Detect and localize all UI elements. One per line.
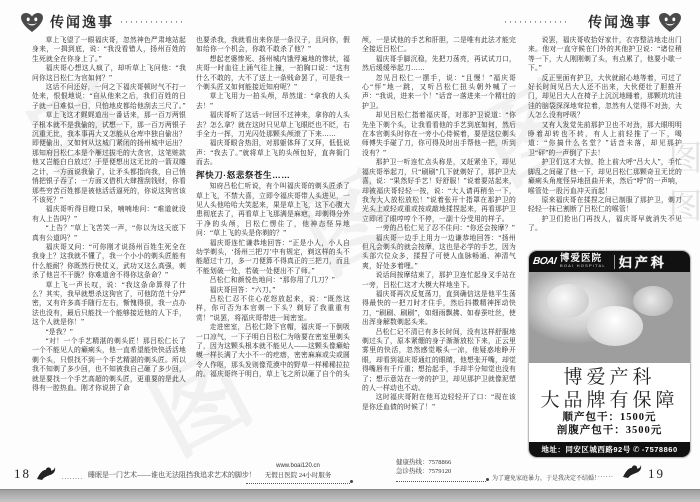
heart-smiley-icon bbox=[20, 12, 44, 33]
dotted-rule bbox=[396, 480, 486, 482]
ad-price-1: 顺产包干：1500元 bbox=[562, 412, 657, 423]
text-column-1 bbox=[32, 36, 186, 472]
footer-emergency-line: 急诊热线：7579120 bbox=[396, 468, 452, 475]
watermark-edge: 图图 bbox=[663, 140, 700, 236]
story-paragraph: 护卫们抢出门再找人，福庆哥早就消失不见了。 bbox=[528, 215, 682, 233]
section-heading: 挥快刀·怒悲祭苍生…… bbox=[196, 169, 291, 180]
ad-phone: -7578860 bbox=[641, 445, 678, 454]
story-paragraph: 草上飞一声长叹，说：“我这条命算得了什么？其实，我早就想杀这狗官了，可他防范十分严密，又有许多高手随行左右，惭愧得很，我一点办法也没有，最后只能找一个能够接近他的人下手，这个人就是你！” bbox=[32, 281, 186, 327]
ad-text-block bbox=[529, 363, 690, 437]
page-number-left: 18 bbox=[14, 466, 31, 481]
photo-figure bbox=[587, 306, 643, 346]
story-paragraph: 福庆哥听了这话一时回不过神来，拿你的人头去？怎么拿？就在这时只见草上飞眼眨也不眨，右手全力一挥，刀光闪处那颗头颅滚了下来…… bbox=[196, 112, 350, 139]
footer-mascot-icon bbox=[620, 462, 644, 480]
ad-address: 地址：同安区城西路92号 bbox=[541, 445, 631, 454]
story-paragraph: 福庆哥眼含热泪，对那躯体拜了又拜，低低说声：“我去了。”就将草上飞的头颅包好，直奔衙门而去。 bbox=[196, 140, 350, 167]
footer-website[interactable]: www.boai120.cn bbox=[276, 463, 320, 469]
header-dotted-leader: ············· bbox=[504, 17, 569, 27]
footer-joke-left: 睡眠是一门艺术——谁也无法阻挡我追求艺术的脚步！ bbox=[88, 471, 256, 479]
text-column-3 bbox=[362, 36, 516, 472]
story-paragraph: 这话不问还好，一问之下福庆哥顿时气不打一处来，恨恨地说：“自从他来之后，我们百姓的日子就一日难似一日，只怕地皮都给他刮去三尺了。” bbox=[32, 84, 186, 110]
story-paragraph: 说话间按摩结束了，那护卫连忙起身叉手站在一旁，吕松仁这才大模大样地坐下。 bbox=[362, 272, 516, 289]
story-paragraph: 走进密室，吕松仁除下官帽，福庆哥一下倒吸一口凉气，一下子明白吕松仁为啥要在密室里剃头了，因为这颗头根本就不能见人——这颗头像癞蛤蟆一样长满了大小不一的疙瘩，密密麻麻或尖或圆令人作呕，那头发则像荒漠中的野草一样稀稀拉拉的。福庆哥终于明白，草上飞之所以砸了自个的头 bbox=[196, 324, 350, 379]
story-paragraph: 草上飞这才娓娓道出一番话来，那一百万两银子根本就不是我偷的，试想一下，那一百万两银子沉重无比，我本事再大又怎能从仓库中独自偷出？即便偷出，又如何从这城门紧闭的扬州城中运出？那知府吕松仁本是个雁过拔毛的大贪官，这笔赃款他又岂能白白放过？于是便想出这无比的一箭双雕之计，一方面说我偷了，让矛头都指向我，自己悄悄把银子吞了；一方面又借机大肆搜刮钱财，你看那些穷苦百姓都是被他活活逼死的，你说这狗官该不该死？” bbox=[32, 112, 186, 204]
story-paragraph: “是我？” bbox=[45, 328, 74, 336]
hospital-ad[interactable] bbox=[528, 250, 691, 458]
story-paragraph: 那护卫一听连忙点头称是，又赶紧坐下，却见福庆哥举起刀，只“刷刷”几下就剃好了，那护卫大喜，说：“果然好手艺！好舒服！”说着要站起来，却被福庆哥轻轻一按，说：“大人请再稍坐一下，我为大人放松放松！”说着张开十指罩在那护卫的光头上或轻或重或按或敲地揉捏起来，再看那护卫立即闭了眼哼哼个不停，一副十分受用的样子。 bbox=[362, 159, 516, 223]
story-paragraph: 说罢，福庆哥收拾好家什，衣容整洁地走出门来。他对一直守候在门外的其他护卫说：“诸位稍等一下，大人刚刚剃了头，有点累了，他要小歇一下。” bbox=[528, 37, 682, 73]
text-column-4 bbox=[528, 36, 682, 248]
story-paragraph: 福庆哥一边手上用力一边谦恭地回答：“扬州但凡会剃头的就会按摩，这也是必学的手艺，因为头部穴位众多，揉捏了可使人血脉畅通、神清气爽，好处多着哩。” bbox=[362, 234, 516, 270]
hospital-name-en: BOAI HOSPITAL bbox=[560, 263, 606, 269]
phone-icon: ✆ bbox=[632, 445, 640, 454]
footer-dots: ........ bbox=[62, 474, 83, 481]
story-paragraph: 忽见吕松仁一摆手，说：“且慢！”福庆哥心“怦”地一跳，又听吕松仁扭头朝外喊了一声：“我说，进来一个！”话音一落进来一个精壮的护卫。 bbox=[362, 74, 516, 110]
story-paragraph: 吕松仁记不清已有多长时间，没有这样舒服地剃过头了，原本紧绷的身子渐渐放松下来，正云里雾里的快活，忽然感觉喉头一凉，他疑惑地睁开眼，却看到福庆哥通红的眼睛，他想张开嘴，却觉得嘴唇有千斤重；想抬起手，手却半分知觉也没有了；想示意站在一旁的护卫，却见那护卫就像泥塑的人一样动也不动。 bbox=[362, 328, 516, 393]
footer-website-block bbox=[246, 462, 350, 480]
story-paragraph: 福庆哥回答：“六刀。” bbox=[209, 286, 276, 294]
story-paragraph: 草上飞用力一拍头颅，昂然道：“拿我的人头去！” bbox=[196, 93, 350, 110]
footer-service: 无假日医院 24小时服务 bbox=[264, 472, 332, 479]
story-paragraph: 福庆哥再次反复荡刀，直到确信这是他平生荡得最快的一把刀时才住手，然后抖擞精神挥动快刀，“刷刷、刷刷”，如细雨飘拂、如春蚕吐丝，使出浑身解数剃起头来。 bbox=[362, 290, 516, 327]
hospital-name: 博爱医院 bbox=[560, 253, 603, 264]
story-paragraph: 颅，一是试他的手艺和肝胆，二是唯有此法才能完全接近吕松仁。 bbox=[362, 37, 516, 54]
page-header-left bbox=[20, 10, 198, 34]
photo-figure bbox=[633, 286, 673, 316]
story-paragraph: 反正里面有护卫，大伙就耐心地等着，可过了好长时间见吕大人还不出来，大伙便壮了胆推开门，却见吕大人在椅子上沉沉地睡着，那颗坑坑洼洼的脑袋深深地耷拉着，忽然有人觉得不对劲，大人怎么没有呼吸？ bbox=[528, 74, 682, 120]
story-paragraph: 也要杀我，我就看出来你是一条汉子，且问你，假如给你一个机会，你敢不敢杀了他？” bbox=[196, 37, 350, 54]
ad-headline-1: 博爱产科 bbox=[563, 367, 656, 388]
section-title: 传闻逸事 bbox=[588, 14, 652, 30]
page-header-right bbox=[504, 10, 682, 34]
footer-mascot-icon bbox=[34, 464, 58, 482]
hospital-name-block bbox=[560, 255, 606, 269]
story-paragraph: 原来福庆哥在揉捏之间已制服了那护卫，剃刀轻轻一抹已割断了吕松仁的喉管！ bbox=[528, 196, 682, 214]
story-paragraph: 福庆哥听得目瞪口呆，喃喃地问：“难道就没有人上告吗？” bbox=[32, 206, 186, 223]
story-paragraph: 福庆哥心想这人疯了，却听草上飞问他：“我问你这吕松仁为官如何？” bbox=[32, 65, 186, 82]
banner-divider bbox=[614, 255, 615, 269]
ad-address-bar bbox=[529, 442, 690, 457]
story-paragraph: 福庆哥又问：“可你刚才说扬州百姓生死全在我身上？这我就不懂了，我一个小小的剃头匠能有什么能耐？你既然行侠仗义，武功又这么高强，刺杀了他岂不干脆？你难道舍不得你这条命？” bbox=[32, 243, 186, 280]
ad-banner bbox=[529, 251, 690, 272]
text-column-2 bbox=[196, 36, 350, 472]
story-paragraph: 却见吕松仁指着福庆哥，对那护卫说道：“你先坐下剃个头，让我看看他的手艺到底如何，然后在本官剃头时你在一旁小心侍候着，要是这位剃头师傅失手碰了刀，你可得及时出手帮他一把，听到没有？” bbox=[362, 112, 516, 157]
department-name: 妇产科 bbox=[618, 255, 667, 270]
story-paragraph: 知府吕松仁听说，有个叫福庆哥的剃头匠杀了草上飞，不禁大喜，立即令福庆哥带人头进见，一见人头他哈哈大笑起来，果是草上飞，这下心腹大患彻底去了，再看草上飞那满是麻疤，却剃得分外干净的头颅，吕松仁愣住了，他神态怪异地问：“草上飞的头是你剃的？” bbox=[196, 183, 350, 238]
story-paragraph: 护卫们这才大惊，抢上前大呼“吕大人”，手忙脚乱之间碰了他一下，却见吕松仁那颗奇丑无比的癞痢头角度怪异地扭曲开来，然后“呼”的一声响，喉管处一股污血冲天而起！ bbox=[528, 159, 682, 195]
ad-headline-2: 大品牌有保障 bbox=[540, 390, 679, 411]
story-paragraph: 一旁的吕松仁见了忍不住问：“你还会按摩？” bbox=[375, 225, 515, 233]
header-dotted-leader: ············· bbox=[120, 17, 185, 27]
heart-smiley-icon bbox=[658, 12, 682, 33]
photo-figure bbox=[547, 284, 589, 318]
section-title: 传闻逸事 bbox=[50, 14, 114, 30]
story-paragraph: 又有人发觉先前那护卫也不对劲，那大眼明明睁着却转也不转，有人上前轻推了一下，喝道：“你搞什么名堂？”话音未落，却见那护卫“砰”的一声倒了下去！ bbox=[528, 121, 682, 157]
story-paragraph: 草上飞望了一眼福庆哥，忽然神色严肃地站起身来，一揖到底，说：“我没看错人，扬州百姓的生死就全在你身上了。” bbox=[32, 37, 186, 63]
scan-edge bbox=[0, 489, 700, 502]
story-paragraph: 吕松仁和颜悦色地问：“那你用了几刀？” bbox=[209, 277, 335, 285]
boai-logo: BOAI bbox=[532, 256, 557, 267]
story-paragraph: 福庆哥手脚沉稳，先把刀荡亮，再试试刀口，然后缓缓举起刀…… bbox=[362, 55, 516, 73]
family-photo bbox=[529, 272, 690, 363]
footer-joke-right: 为了避免家庭暴力，于是我决定不结婚！ bbox=[492, 476, 601, 482]
page-number-right: 19 bbox=[648, 466, 665, 481]
story-paragraph: 这时福庆哥附在他耳边轻轻开了口：“现在该是你还血债的时候了！” bbox=[362, 394, 516, 411]
footer-dots: ...... bbox=[598, 472, 614, 479]
dotted-rule bbox=[246, 482, 350, 484]
story-paragraph: “对！一个手艺精湛的剃头匠！那吕松仁长了一个不能见人的癞痢头，他一直希望能快快活活地剃个头，只恨找不到一个手艺精湛的剃头匠。所以我不知剃了多少回，也不知被我自己砸了多少回，就是要找一个手艺高超的剃头匠，更重要的是此人得有一腔热血。刚才你说拼了命 bbox=[32, 338, 186, 393]
story-paragraph: “上告？”草上飞苦笑一声，“你以为这天底下真有公道吗？” bbox=[32, 225, 186, 242]
footer-hotline-block bbox=[396, 458, 486, 476]
footer-health-line: 健康热线：7578866 bbox=[396, 459, 452, 466]
story-paragraph: 吕松仁忍不住心花怒放起来，说：“既然这样，你可否为本官剃一下头？剃好了我重重有赏！”说罢，将福庆哥带进一间密室。 bbox=[196, 295, 350, 322]
ad-price-2: 剖腹产包干：3500元 bbox=[556, 424, 663, 436]
story-paragraph: 想起老婆惨死、扬州城内饿殍遍地的惨状，福庆哥一时血往上涌气往上撞，一拍胸口说：“这有什么不敢的，大不了送上一条贱命罢了，可是我一个剃头匠又如何能接近知府呢？” bbox=[196, 55, 350, 92]
story-paragraph: 福庆哥连忙谦恭地回答：“正是小人，小人自幼学剃头，‘扬州三把刀’中有规定，剃这样的头不能超过十刀，多一刀便算不得真正的三把刀，而且不能划破一处，若破一处便出不了师。” bbox=[196, 239, 350, 275]
